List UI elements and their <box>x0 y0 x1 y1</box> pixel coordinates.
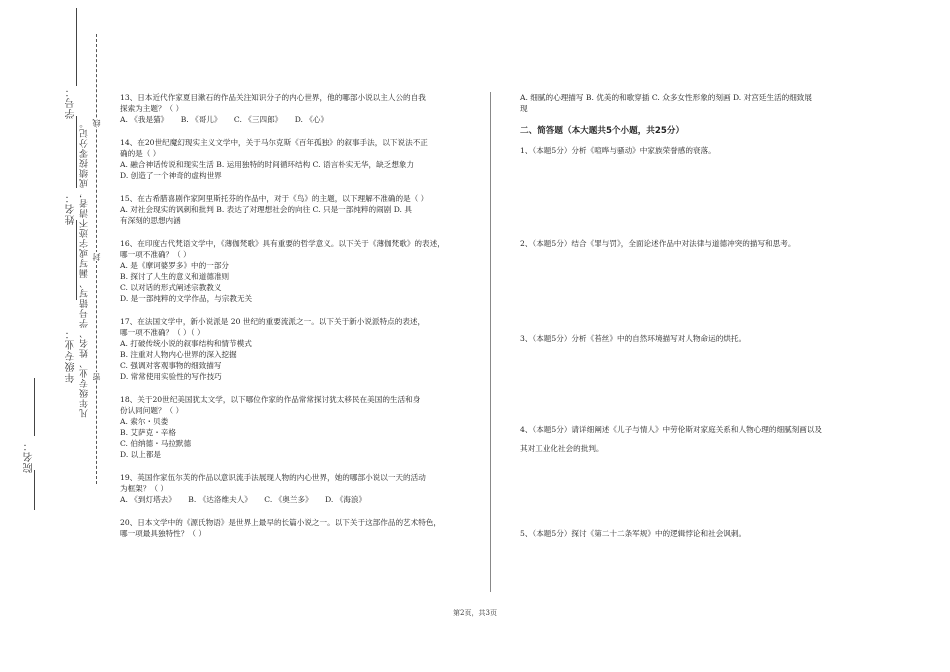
question-16 <box>120 238 470 304</box>
option-row <box>120 494 470 505</box>
question-stem-line: 14、在20世纪魔幻现实主义文学中，关于马尔克斯《百年孤独》的叙事手法，以下说法不正 <box>120 138 428 147</box>
question-stem-line: 19、英国作家伍尔芙的作品以意识流手法展现人物的内心世界，她的哪部小说以一天的活动 <box>120 473 426 482</box>
option-a: A. 《我是猫》 <box>120 115 169 124</box>
option-b: B. 《哥儿》 <box>180 115 222 124</box>
option-line: A. 细腻的心理描写 B. 优美的和歌穿插 C. 众多女性形象的刻画 D. 对宫廷生活的细致展 <box>520 93 812 102</box>
binding-line <box>34 378 35 436</box>
short-question-line: 2、（本题5分）结合《罪与罚》，全面论述作品中对法律与道德冲突的描写和思考。 <box>520 239 796 249</box>
option-a: A. 是《摩诃婆罗多》中的一部分 <box>120 261 230 270</box>
student-id-label: 学号： <box>66 86 77 119</box>
short-question-line: 1、（本题5分）分析《喧哗与骚动》中家族荣誉感的衰落。 <box>520 145 716 155</box>
question-stem-line: 13、日本近代作家夏目漱石的作品关注知识分子的内心世界，他的哪部小说以主人公的自我 <box>120 93 426 102</box>
option-a: A. 打破传统小说的叙事结构和情节模式 <box>120 339 252 348</box>
grade-major-label: 年级专业： <box>66 328 77 383</box>
question-14 <box>120 137 470 181</box>
short-question-2 <box>520 238 865 325</box>
question-stem-line: 哪一项不准确？（ ） <box>120 250 191 259</box>
institute-label: 院名： <box>24 440 35 473</box>
option-line: 有深刻的思想内涵 <box>120 216 181 225</box>
question-stem-line: 确的是（ ） <box>120 149 161 158</box>
option-a: A. 索尔・贝娄 <box>120 417 169 426</box>
question-13 <box>120 92 470 125</box>
short-question-line: 其对工业化社会的批判。 <box>520 443 604 453</box>
option-c: C. 以对话的形式阐述宗教教义 <box>120 283 222 292</box>
short-question-4 <box>520 424 865 520</box>
question-20-options <box>520 92 865 114</box>
question-stem-line: 哪一项最具独特性？（ ） <box>120 529 206 538</box>
option-c: C. 伯纳德・马拉默德 <box>120 439 192 448</box>
binding-strip <box>0 0 110 672</box>
option-d: D. 是一部纯粹的文学作品，与宗教无关 <box>120 294 253 303</box>
option-b: B. 注重对人物内心世界的深入挖掘 <box>120 350 237 359</box>
binding-line <box>76 220 77 300</box>
question-15 <box>120 193 470 226</box>
option-a: A. 《到灯塔去》 <box>120 495 176 504</box>
question-stem-line: 20、日本文学中的《源氏物语》是世界上最早的长篇小说之一。以下关于这部作品的艺术特色， <box>120 518 442 527</box>
option-line: A. 对社会现实的讽刺和批判 B. 表达了对理想社会的向往 C. 只是一部纯粹的闹剧 D. 具 <box>120 205 412 214</box>
binding-line <box>76 8 77 86</box>
question-stem-line: 16、在印度古代梵语文学中，《薄伽梵歌》具有重要的哲学意义。以下关于《薄伽梵歌》的表述， <box>120 239 445 248</box>
question-stem-line: 哪一项不准确？（ ）（ ） <box>120 328 205 337</box>
right-column <box>520 92 865 547</box>
left-column <box>120 92 470 551</box>
option-line: A. 融合神话传说和现实生活 B. 运用独特的时间循环结构 C. 语言朴实无华，缺乏想象力 <box>120 160 415 169</box>
option-d: D. 以上都是 <box>120 450 162 459</box>
option-line: D. 创造了一个神奇的虚构世界 <box>120 171 222 180</box>
section-title: 二、简答题（本大题共5个小题，共25分） <box>520 126 685 136</box>
option-c: C. 《三四郎》 <box>233 115 283 124</box>
column-divider <box>490 92 491 592</box>
feng-mark: 封 <box>92 252 101 261</box>
short-question-line: 4、（本题5分）请详细阐述《儿子与情人》中劳伦斯对家庭关系和人物心理的细腻刻画以及 <box>520 425 823 435</box>
short-question-1 <box>520 145 865 231</box>
option-c: C. 强调对客观事物的细致描写 <box>120 361 222 370</box>
option-d: D. 《海浪》 <box>325 495 367 504</box>
question-20 <box>120 517 470 539</box>
question-stem-line: 17、在法国文学中，新小说派是 20 世纪的重要流派之一。以下关于新小说派特点的表述， <box>120 317 426 326</box>
option-c: C. 《奥兰多》 <box>264 495 313 504</box>
option-row <box>120 114 470 125</box>
question-19 <box>120 472 470 505</box>
question-18 <box>120 394 470 460</box>
name-label: 姓名： <box>66 192 77 225</box>
option-line: 现 <box>520 104 528 113</box>
question-stem-line: 15、在古希腊喜剧作家阿里斯托芬的作品中，对于《鸟》的主题，以下理解不准确的是（ ） <box>120 194 429 203</box>
binding-line <box>34 470 35 510</box>
option-b: B. 《达洛维夫人》 <box>188 495 252 504</box>
question-stem-line: 为框架？（ ） <box>120 484 168 493</box>
option-d: D. 常常使用实验性的写作技巧 <box>120 372 222 381</box>
question-17 <box>120 316 470 382</box>
binding-line <box>76 116 77 188</box>
short-question-line: 3、（本题5分）分析《苔丝》中的自然环境描写对人物命运的烘托。 <box>520 333 747 343</box>
xian-mark: 线 <box>92 118 101 127</box>
short-question-line: 5、（本题5分）探讨《第二十二条军规》中的逻辑悖论和社会讽刺。 <box>520 528 747 538</box>
short-question-3 <box>520 333 865 417</box>
option-b: B. 艾萨克・辛格 <box>120 428 176 437</box>
short-question-5 <box>520 528 865 539</box>
page-footer: 第2页，共3页 <box>453 609 497 617</box>
option-b: B. 探讨了人生的意义和道德准则 <box>120 272 230 281</box>
warning-text: 凡年级专业、姓名、学号错写、漏写或字迹不清者，成绩按零分记。 <box>80 118 90 418</box>
option-d: D. 《心》 <box>294 115 329 124</box>
question-stem-line: 探索为主题？（ ） <box>120 104 184 113</box>
mi-mark: 密 <box>92 372 101 381</box>
question-stem-line: 18、关于20世纪美国犹太文学，以下哪位作家的作品常常探讨犹太移民在美国的生活和身 <box>120 395 421 404</box>
question-stem-line: 份认同问题？（ ） <box>120 406 184 415</box>
